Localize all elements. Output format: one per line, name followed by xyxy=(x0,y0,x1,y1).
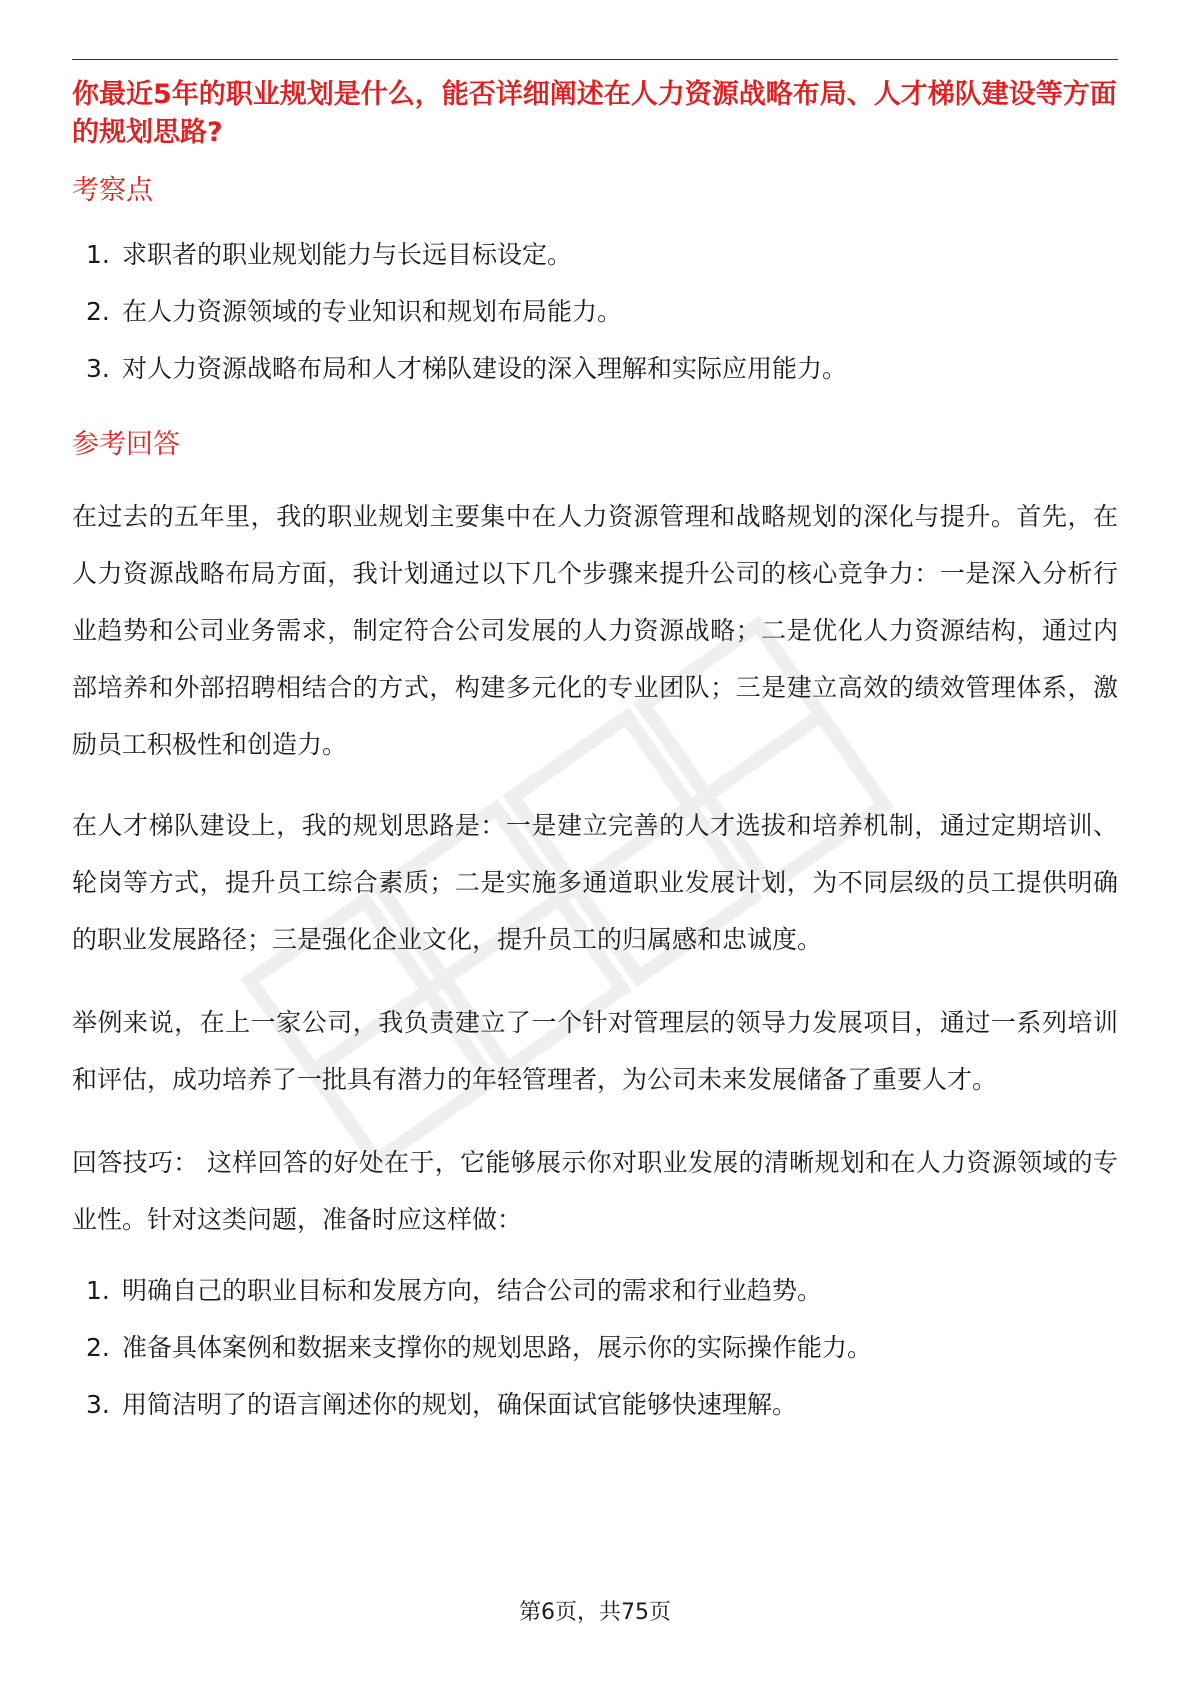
list-item xyxy=(72,1272,1118,1310)
answer-paragraph-2: 在人才梯队建设上，我的规划思路是：一是建立完善的人才选拔和培养机制，通过定期培训、轮岗等方式，提升员工综合素质；二是实施多通道职业发展计划，为不同层级的员工提供明确的职业发展路径；三是强化企业文化，提升员工的归属感和忠诚度。 xyxy=(72,811,1118,954)
evaluation-points-list xyxy=(72,236,1118,388)
list-item xyxy=(72,236,1118,274)
list-item xyxy=(72,350,1118,388)
page-number-footer: 第6页，共75页 xyxy=(519,1600,671,1625)
tips-list xyxy=(72,1272,1118,1424)
list-item-text: 明确自己的职业目标和发展方向，结合公司的需求和行业趋势。 xyxy=(122,1276,823,1305)
list-item xyxy=(72,1386,1118,1424)
list-item-text: 准备具体案例和数据来支撑你的规划思路，展示你的实际操作能力。 xyxy=(122,1333,873,1362)
answer-tips-paragraph: 回答技巧： 这样回答的好处在于，它能够展示你对职业发展的清晰规划和在人力资源领域的专业性。针对这类问题，准备时应这样做： xyxy=(72,1148,1118,1234)
list-item-number: 1. xyxy=(86,240,110,269)
list-item-text: 求职者的职业规划能力与长远目标设定。 xyxy=(122,240,573,269)
list-item-number: 2. xyxy=(86,1333,110,1362)
list-item-text: 用简洁明了的语言阐述你的规划，确保面试官能够快速理解。 xyxy=(122,1390,798,1419)
list-item-number: 2. xyxy=(86,297,110,326)
document-body xyxy=(72,76,1118,1443)
answer-paragraph-1: 在过去的五年里，我的职业规划主要集中在人力资源管理和战略规划的深化与提升。首先，在人力资源战略布局方面，我计划通过以下几个步骤来提升公司的核心竞争力：一是深入分析行业趋势和公司业务需求，制定符合公司发展的人力资源战略；二是优化人力资源结构，通过内部培养和外部招聘相结合的方式，构建多元化的专业团队；三是建立高效的绩效管理体系，激励员工积极性和创造力。 xyxy=(72,502,1118,759)
list-item-number: 3. xyxy=(86,354,110,383)
section-heading-kaochadian: 考察点 xyxy=(72,175,153,206)
list-item-text: 在人力资源领域的专业知识和规划布局能力。 xyxy=(122,297,623,326)
answer-paragraph-3: 举例来说，在上一家公司，我负责建立了一个针对管理层的领导力发展项目，通过一系列培训和评估，成功培养了一批具有潜力的年轻管理者，为公司未来发展储备了重要人才。 xyxy=(72,1008,1118,1094)
list-item-text: 对人力资源战略布局和人才梯队建设的深入理解和实际应用能力。 xyxy=(122,354,848,383)
list-item-number: 1. xyxy=(86,1276,110,1305)
list-item xyxy=(72,293,1118,331)
list-item-number: 3. xyxy=(86,1390,110,1419)
question-title: 你最近5年的职业规划是什么，能否详细阐述在人力资源战略布局、人才梯队建设等方面的规划思路? xyxy=(72,79,1117,148)
header-rule xyxy=(72,59,1118,60)
list-item xyxy=(72,1329,1118,1367)
section-heading-cankaohuida: 参考回答 xyxy=(72,429,180,460)
